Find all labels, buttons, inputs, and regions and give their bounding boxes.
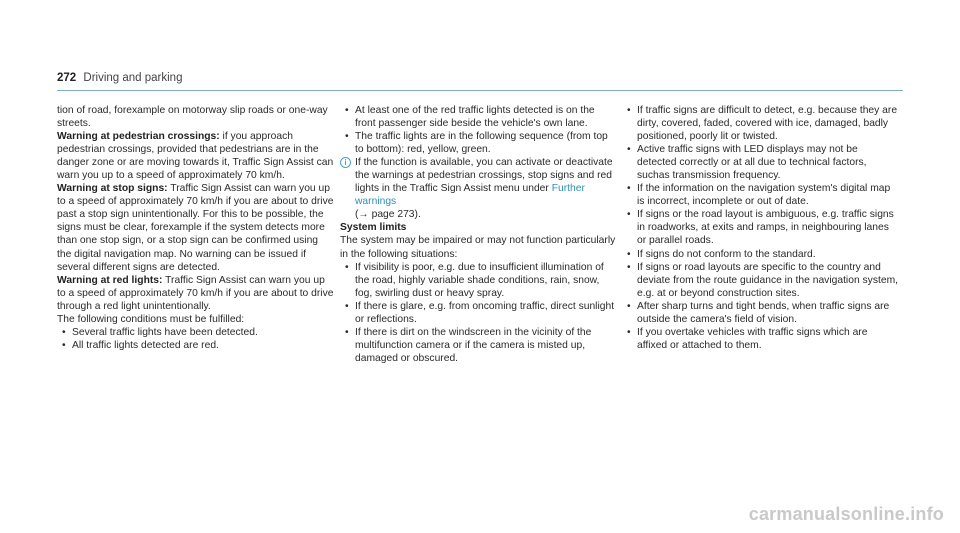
list-item: • After sharp turns and tight bends, when traffic signs are outside the camera's field of vision.: [622, 300, 900, 326]
list-item: • All traffic lights detected are red.: [57, 339, 335, 352]
page-number: 272: [57, 72, 77, 84]
list-item: • If signs or road layouts are specific to the country and deviate from the route guidance in the navigation system, e.g. at or beyond construction sites.: [622, 261, 900, 300]
intro-paragraph: tion of road, forexample on motorway slip roads or one-way streets.: [57, 105, 328, 130]
list-item: • The traffic lights are in the following sequence (from top to bottom): red, yellow, green.: [340, 130, 618, 156]
page-header: [57, 72, 182, 84]
list-item: • If the information on the navigation system's digital map is incorrect, incomplete or out of date.: [622, 182, 900, 208]
red-light-heading: Warning at red lights:: [57, 274, 163, 286]
list-item: • If signs or the road layout is ambiguous, e.g. traffic signs in roadworks, at exits and ramps, in neighbouring lanes or parallel roads.: [622, 208, 900, 247]
stop-sign-paragraph: [57, 182, 335, 273]
stop-sign-text: Traffic Sign Assist can warn you up to a speed of approximately 70 km/h if you are about to drive past a stop sign unintentionally. For this to be possible, the signs must be clear, forexample if the system detects more than one stop sign, or a stop sign can be confirmed using the digital navigation map. No warning can be issued if several different signs are detected.: [57, 183, 334, 273]
red-light-text: Traffic Sign Assist can warn you up to a speed of approximately 70 km/h if you are about to drive through a red light unintentionally.: [57, 274, 334, 312]
note-text: If the function is available, you can activate or deactivate the warnings at pedestrian crossings, stop signs and red lights in the Traffic Sign Assist menu under: [355, 157, 613, 195]
info-note: [340, 156, 618, 221]
list-item: • If you overtake vehicles with traffic signs which are affixed or attached to them.: [622, 326, 900, 352]
system-limits-intro: The system may be impaired or may not function particularly in the following situations:: [340, 235, 616, 260]
list-item: • At least one of the red traffic lights detected is on the front passenger side beside the vehicle's own lane.: [340, 104, 618, 130]
list-item: • If there is glare, e.g. from oncoming traffic, direct sunlight or reflections.: [340, 300, 618, 326]
column-1: [57, 104, 335, 352]
red-light-paragraph: [57, 274, 335, 313]
pedestrian-text: if you approach pedestrian crossings, provided that pedestrians are in the danger zone or are moving towards it, Traffic Sign Assist can warn you up to a speed of approximately 70 km/h.: [57, 131, 334, 182]
header-divider: [57, 90, 903, 91]
list-item: • Active traffic signs with LED displays may not be detected correctly or at all due to technical factors, suchas transmission frequency.: [622, 143, 900, 182]
list-item: • If visibility is poor, e.g. due to insufficient illumination of the road, highly variable shade conditions, rain, snow, fog, swirling dust or heavy spray.: [340, 261, 618, 300]
list-item: • If traffic signs are difficult to detect, e.g. because they are dirty, covered, faded, covered with ice, damaged, badly positioned, poorly lit or twisted.: [622, 104, 900, 143]
column-2: [340, 104, 618, 365]
conditions-list-continued: [340, 104, 618, 156]
limits-list: [340, 261, 618, 365]
list-item: • If signs do not conform to the standard.: [622, 248, 900, 261]
pedestrian-heading: Warning at pedestrian crossings:: [57, 131, 220, 143]
conditions-intro: The following conditions must be fulfilled:: [57, 313, 245, 325]
watermark: carmanualsonline.info: [748, 504, 944, 524]
column-3: [622, 104, 900, 352]
info-circle-icon: i: [340, 157, 351, 168]
pedestrian-paragraph: [57, 130, 335, 182]
system-limits-heading: System limits: [340, 222, 407, 234]
limits-list-continued: [622, 104, 900, 352]
page-reference[interactable]: (→ page 273).: [355, 209, 421, 221]
stop-sign-heading: Warning at stop signs:: [57, 183, 168, 195]
list-item: • Several traffic lights have been detected.: [57, 326, 335, 339]
section-title: Driving and parking: [83, 72, 183, 84]
list-item: • If there is dirt on the windscreen in the vicinity of the multifunction camera or if the camera is misted up, damaged or obscured.: [340, 326, 618, 365]
further-warnings-link[interactable]: Further warnings: [355, 183, 585, 208]
conditions-list: [57, 326, 335, 352]
